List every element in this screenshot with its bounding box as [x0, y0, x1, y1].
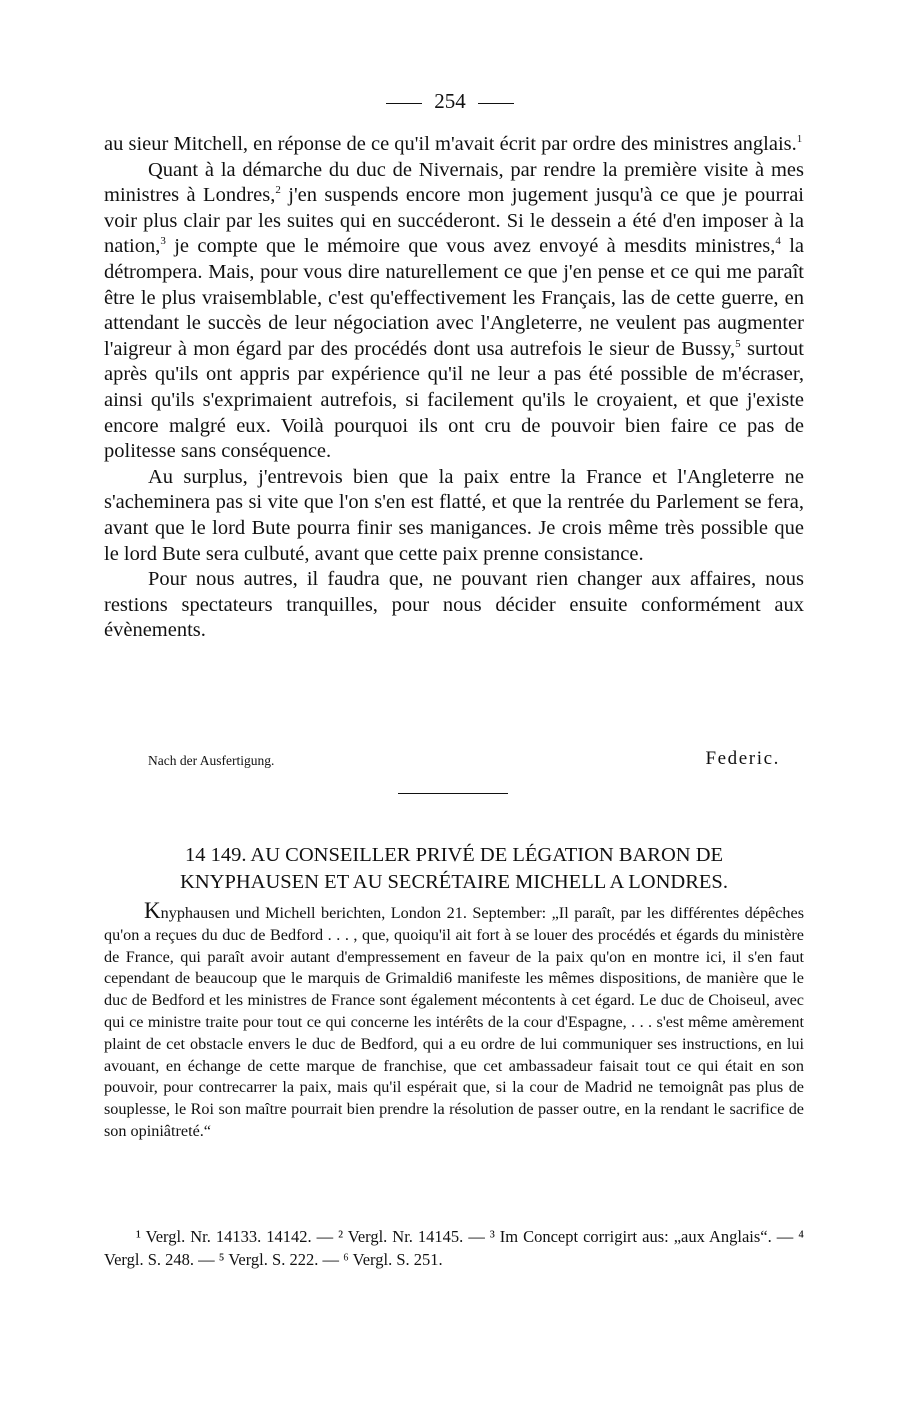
footnote-mark: 1: [796, 133, 803, 146]
report-text: nyphausen und Michell berichten, London 21. September: „Il paraît, par les différentes dépêches qu'on a reçues du duc de Bedford . . . , que, quoiqu'il ait fort à se louer des procédés et égards du ministère de France, qui paraît avoir autant d'empressement en faveur de la paix qu'on en montre ici, il s'en faut cependant de beaucoup que le marquis de Grimaldi6 manifeste les mêmes dispositions, de manière que le duc de Bedford et les ministres de France sont également mécontents à cet égard. Le duc de Choiseul, avec qui ce ministre traite pour tout ce qui concerne les intérêts de la cour d'Espagne, . . . s'est même amèrement plaint de cet obstacle envers le duc de Bedford, qui a eu ordre de lui communiquer ses instructions, en lui avouant, en échange de cette marque de franchise, que cet ambassadeur faisait tout ce qui était en son pouvoir, pour contrecarrer la paix, mais qu'il espérait que, si la cour de Madrid ne temoignât pas plus de souplesse, le Roi son maître pourrait bien prendre la résolution de passer outre, en la rendant le sacrifice de son opiniâtreté.“: [104, 904, 804, 1140]
section-title-line-1: 14 149. AU CONSEILLER PRIVÉ DE LÉGATION BARON DE: [184, 844, 724, 866]
paragraph-au-surplus: Au surplus, j'entrevois bien que la paix entre la France et l'Angleterre ne s'acheminera pas si vite que l'on s'en est flatté, et que la rentrée du Parlement se fera, avant que le lord Bute pourra finir ses manigances. Je crois même très possible que le lord Bute sera culbuté, avant que cette paix prenne consistance.: [104, 465, 804, 565]
section-divider: [398, 793, 508, 794]
footnotes: [104, 1226, 804, 1271]
paragraph-continuation: au sieur Mitchell, en réponse de ce qu'il m'avait écrit par ordre des ministres anglais.$^1$: [104, 133, 803, 155]
footnote-mark: 2: [275, 184, 281, 197]
signature: Federic.: [705, 748, 780, 769]
header-dash-left: [386, 103, 422, 104]
source-note: Nach der Ausfertigung.: [148, 753, 275, 768]
page-header: [0, 86, 900, 116]
report-paragraph: [104, 900, 804, 1143]
footnotes-text: ¹ Vergl. Nr. 14133. 14142. — ² Vergl. Nr. 14145. — ³ Im Concept corrigirt aus: „aux Anglais“. — ⁴ Vergl. S. 248. — ⁵ Vergl. S. 222. — ⁶ Vergl. S. 251.: [104, 1227, 804, 1269]
footnote-mark: 3: [160, 235, 166, 248]
closing-row: [148, 748, 780, 774]
report-excerpt: [104, 900, 804, 1143]
section-title-line-2: KNYPHAUSEN ET AU SECRÉTAIRE MICHELL A LONDRES.: [180, 871, 728, 893]
section-title: [104, 842, 804, 896]
page-number: 254: [434, 89, 466, 113]
footnote-mark: 4: [775, 235, 781, 248]
letter-body: [104, 132, 804, 644]
paragraph-nivernais: Quant à la démarche du duc de Nivernais, par rendre la première visite à mes ministres à Londres,$^2$ j'en suspends encore mon jugement jusqu'à ce que je pourrai voir plus clair par les suites qui en succéderont. Si le dessein a été d'en imposer à la nation,$^3$ je compte que le mémoire que vous avez envoyé à mesdits ministres,$^4$ la détrompera. Mais, pour vous dire naturellement ce que j'en pense et ce qui me paraît être le plus vraisemblable, c'est qu'effectivement les Français, las de cette guerre, en attendant le succès de leur négociation avec l'Angleterre, ne veulent pas augmenter l'aigreur à mon égard par des procédés dont usa autrefois le sieur de Bussy,$^5$ surtout après qu'ils ont appris par expérience qu'il ne leur a pas été possible de m'écraser, ainsi qu'ils s'exprimaient autrefois, si facilement qu'ils le croyaient, et que j'existe encore malgré eux. Voilà pourquoi ils ont cru de pouvoir bien faire ce pas de politesse sans conséquence.: [104, 158, 804, 463]
footnote-mark: 5: [735, 337, 741, 350]
paragraph-pour-nous: Pour nous autres, il faudra que, ne pouvant rien changer aux affaires, nous restions spectateurs tranquilles, pour nous décider ensuite conformément aux évènements.: [104, 568, 804, 642]
drop-cap: K: [144, 898, 161, 923]
header-dash-right: [478, 103, 514, 104]
